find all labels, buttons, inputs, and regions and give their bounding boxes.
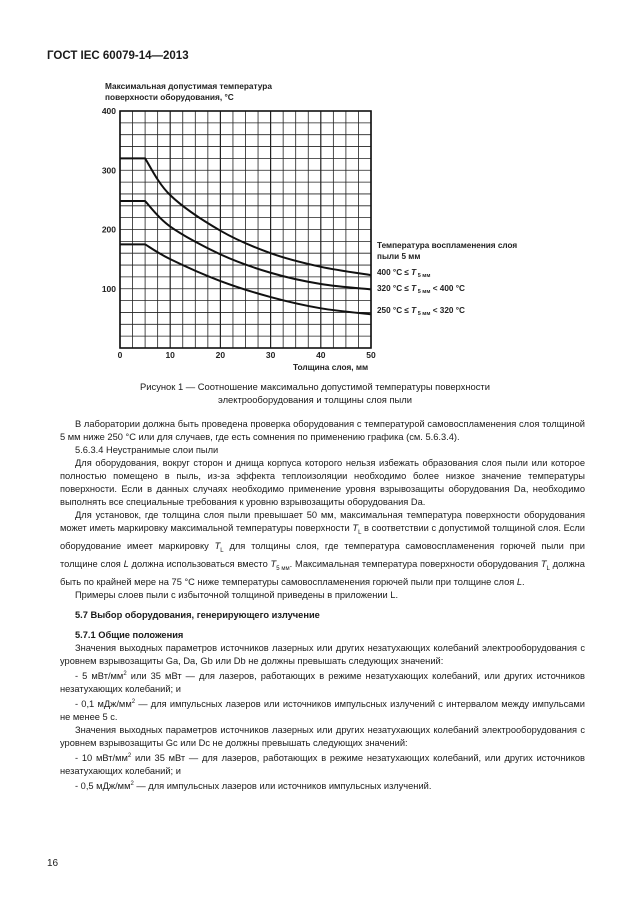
var-t: T (352, 523, 359, 533)
legend-title-line-1: Температура воспламенения слоя (377, 241, 518, 250)
list-item-0-5mj (60, 778, 585, 793)
var-t: T (540, 558, 547, 569)
x-axis-title: Толщина слоя, мм (293, 362, 369, 372)
legend-entry-1: 400 °С ≤ T $_{5 мм}$ (377, 268, 431, 279)
x-tick-label: 30 (265, 350, 276, 360)
legend-title-line-2: пыли 5 мм (377, 252, 421, 261)
legend-entry-3: 250 °С ≤ T $_{5 мм}$ < 320 °С (377, 306, 465, 317)
var-t: T (214, 540, 221, 551)
y-tick-label: 300 (101, 165, 116, 176)
sub-5mm: 5 мм (276, 565, 290, 572)
subsection-heading-5-6-3-4: 5.6.3.4 Неустранимые слои пыли (75, 445, 219, 455)
paragraph-limits-gc: Значения выходных параметров источников лазерных или других незатухающих колебаний электрооборудования с уровнем взрывозащиты Gc или Dc не должны превышать следующих значений: (60, 724, 585, 748)
x-tick-label: 50 (366, 350, 376, 360)
superscript-2: 2 (127, 752, 132, 759)
paragraph-examples: Примеры слоев пыли с избыточной толщиной приведены в приложении L. (75, 589, 399, 600)
x-tick-label: 10 (165, 350, 175, 360)
legend-entry-2: 320 °С ≤ T $_{5 мм}$ < 400 °С (377, 284, 465, 295)
text-run: или 35 мВт — для лазеров, работающих в режиме незатухающих колебаний, или других источников незатухающих колебаний; и (60, 752, 585, 776)
var-t: T (270, 558, 277, 569)
list-item-10mw (60, 750, 585, 778)
var-l: L (516, 576, 523, 587)
text-run: . (522, 576, 525, 587)
list-item-5mw (60, 668, 585, 696)
x-tick-label: 0 (117, 350, 123, 360)
paragraph-lab-check: В лаборатории должна быть проведена проверка оборудования с температурой самовоспламенения слоя толщиной 5 мм ниже 250 °С или для случаев, где есть сомнения по применению графика (см. 5.6.3.4). (60, 419, 585, 442)
superscript-2: 2 (131, 698, 136, 705)
page-number: 16 (47, 858, 59, 869)
text-run: - 0,5 мДж/мм (75, 780, 131, 791)
text-run: в соответствии с допустимой толщиной слоя. Если оборудование имеет маркировку (60, 523, 585, 551)
text-run: — для импульсных лазеров или источников импульсных излучений. (133, 780, 432, 791)
text-run: - 0,1 мДж/мм (75, 698, 132, 709)
chart-svg (47, 75, 587, 375)
section-heading-5-7-1: 5.7.1 Общие положения (75, 629, 184, 640)
y-axis-title-line-1: Максимальная допустимая температура (105, 81, 272, 91)
figure-chart (47, 75, 587, 375)
y-axis-title-line-2: поверхности оборудования, °С (105, 92, 234, 102)
figure-caption (60, 380, 570, 406)
y-tick-label: 100 (101, 283, 116, 294)
sub-l: L (358, 529, 362, 536)
y-tick-label: 200 (101, 224, 116, 235)
text-run: - 10 мВт/мм (75, 752, 128, 763)
superscript-2: 2 (123, 670, 127, 677)
sub-l: L (546, 565, 550, 572)
sub-l: L (220, 547, 224, 554)
paragraph-limits-ga: Значения выходных параметров источников лазерных или других незатухающих колебаний электрооборудования с уровнем взрывозащиты Ga, Da, Gb или Db не должны превышать следующих значений: (60, 642, 585, 666)
text-run: Для установок, где толщина слоя пыли превышает 50 мм, максимальная температура поверхности оборудования может иметь маркировку максимальной температуры поверхности (60, 510, 585, 533)
caption-line-2: электрооборудования и толщины слоя пыли (218, 394, 412, 405)
x-tick-label: 40 (316, 350, 326, 360)
body-text (60, 418, 585, 793)
text-run: для толщины слоя, где температура самовоспламенения горючей пыли при толщине слоя (60, 540, 585, 569)
paragraph-layer-thickness (60, 509, 585, 589)
x-tick-label: 20 (215, 350, 226, 360)
document-header: ГОСТ IEC 60079-14—2013 (47, 50, 189, 62)
section-heading-5-7: 5.7 Выбор оборудования, генерирующего излучение (75, 609, 320, 620)
y-tick-label: 400 (101, 106, 116, 116)
text-run: — для импульсных лазеров или источников импульсных излучений с интервалом между импульсами не менее 5 с. (60, 698, 585, 722)
text-run: или 35 мВт — для лазеров, работающих в режиме незатухающих колебаний, или других источников незатухающих колебаний; и (60, 670, 585, 694)
text-run: должна использоваться вместо (128, 558, 271, 569)
superscript-2: 2 (130, 780, 134, 787)
text-run: - 5 мВт/мм (75, 670, 124, 681)
list-item-0-1mj (60, 696, 585, 724)
var-l: L (123, 558, 129, 569)
paragraph-dust-layers: Для оборудования, вокруг сторон и днища корпуса которого нельзя избежать образования слоя пыли или которое полностью помещено в пыль, из-за эффекта теплоизоляции необходимо более низкое значение температуры поверхности. Если в данных случаях необходимо применение уровня взрывозащиты оборудования Da, необходимо выполнять все специальные требования к уровню взрывозащиты оборудования Da. (60, 458, 585, 507)
caption-line-1: Рисунок 1 — Соотношение максимально допустимой температуры поверхности (140, 381, 490, 392)
text-run: должна быть по крайней мере на 75 °С ниже температуры самовоспламенения горючей пыли при толщине слоя (60, 558, 585, 587)
text-run: . Максимальная температура поверхности оборудования (289, 558, 541, 569)
